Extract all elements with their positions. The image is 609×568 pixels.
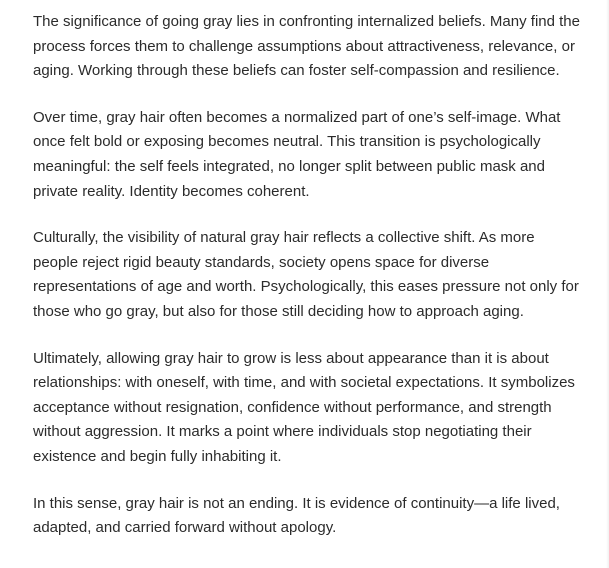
paragraph-relationships: Ultimately, allowing gray hair to grow is less about appearance than it is about relationships: with oneself, with time, and with societal expectations. It symbolizes acceptance without resignation, confidence without performance, and strength without aggression. It marks a point where individuals stop negotiating their existence and begin fully inhabiting it. — [33, 349, 575, 465]
paragraph-cultural-shift: Culturally, the visibility of natural gray hair reflects a collective shift. As more people reject rigid beauty standards, society opens space for diverse representations of age and worth. Psychologically, this eases pressure not only for those who go gray, but also for those still deciding how to approach aging. — [33, 229, 579, 320]
paragraph-significance: The significance of going gray lies in confronting internalized beliefs. Many find the process forces them to challenge assumptions about attractiveness, relevance, or aging. Working through these beliefs can foster self-compassion and resilience. — [33, 13, 580, 80]
article-body — [33, 10, 581, 541]
paragraph-conclusion: In this sense, gray hair is not an ending. It is evidence of continuity—a life lived, adapted, and carried forward without apology. — [33, 494, 560, 537]
paragraph-self-image: Over time, gray hair often becomes a normalized part of one’s self-image. What once felt bold or exposing becomes neutral. This transition is psychologically meaningful: the self feels integrated, no longer split between public mask and private reality. Identity becomes coherent. — [33, 108, 561, 200]
